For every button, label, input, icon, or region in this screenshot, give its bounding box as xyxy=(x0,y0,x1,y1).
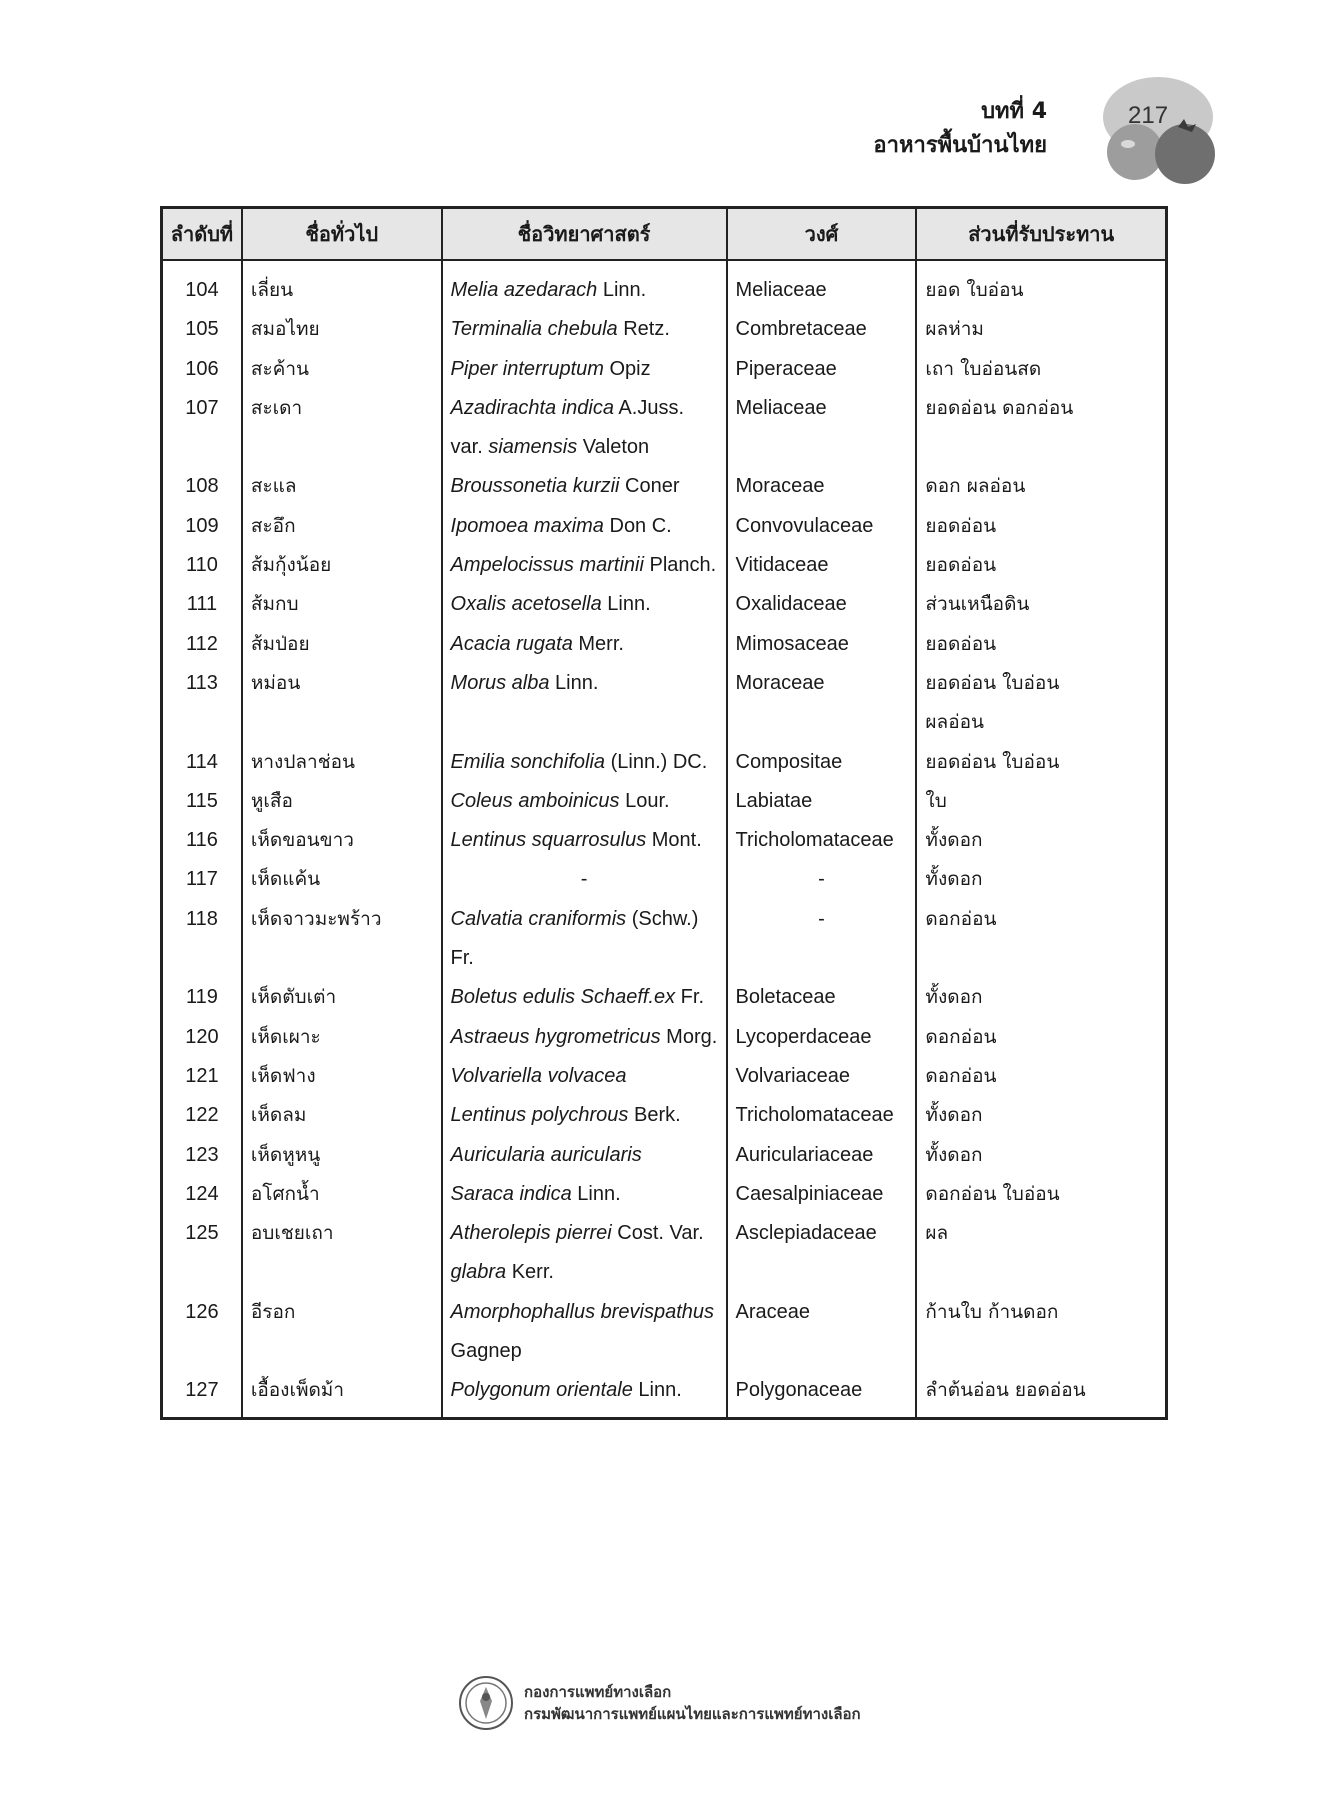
scientific-italic: Lentinus polychrous xyxy=(450,1104,629,1127)
scientific-author: Linn. xyxy=(601,593,651,616)
common-name xyxy=(242,939,442,978)
chapter-label: บทที่ 4 xyxy=(981,99,1047,124)
scientific-name xyxy=(442,1253,727,1292)
edible-part: ใบ xyxy=(916,782,1166,821)
table-row xyxy=(162,743,1167,782)
row-number: 115 xyxy=(162,782,242,821)
row-number xyxy=(162,1253,242,1292)
table-row xyxy=(162,467,1167,506)
edible-part: ทั้งดอก xyxy=(916,860,1166,899)
row-number: 117 xyxy=(162,860,242,899)
scientific-italic: Broussonetia kurzii xyxy=(450,475,620,498)
family-name: Labiatae xyxy=(727,782,917,821)
family-name: Moraceae xyxy=(727,664,917,703)
scientific-author: Valeton xyxy=(577,436,650,459)
row-number: 121 xyxy=(162,1057,242,1096)
scientific-italic-variety: siamensis xyxy=(488,436,578,459)
scientific-name xyxy=(442,900,727,939)
common-name: อโศกน้ำ xyxy=(242,1175,442,1214)
edible-part: เถา ใบอ่อนสด xyxy=(916,350,1166,389)
scientific-author: Retz. xyxy=(617,318,670,341)
table-row xyxy=(162,585,1167,624)
common-name xyxy=(242,1332,442,1371)
row-number: 124 xyxy=(162,1175,242,1214)
row-number: 106 xyxy=(162,350,242,389)
family-name xyxy=(727,703,917,742)
scientific-name xyxy=(442,1096,727,1135)
table-row xyxy=(162,1096,1167,1135)
scientific-italic: Amorphophallus brevispathus xyxy=(450,1300,715,1323)
scientific-name xyxy=(442,389,727,428)
table-body xyxy=(162,260,1167,1418)
row-number: 125 xyxy=(162,1214,242,1253)
scientific-author: - xyxy=(580,868,588,891)
scientific-author: Fr. xyxy=(450,947,474,970)
family-name: Boletaceae xyxy=(727,978,917,1017)
scientific-author: Lour. xyxy=(619,789,670,812)
edible-part: ยอดอ่อน ดอกอ่อน xyxy=(916,389,1166,428)
edible-part: ดอก ผลอ่อน xyxy=(916,467,1166,506)
scientific-author: Linn. xyxy=(549,671,599,694)
scientific-italic: Volvariella volvacea xyxy=(450,1064,627,1087)
scientific-italic: Acacia rugata xyxy=(450,632,573,655)
table-row xyxy=(162,350,1167,389)
scientific-name xyxy=(442,782,727,821)
family-name: Polygonaceae xyxy=(727,1371,917,1418)
scientific-author: Morg. xyxy=(660,1025,718,1048)
scientific-author: Fr. xyxy=(675,986,705,1009)
common-name: เลี่ยน xyxy=(242,260,442,310)
table-row xyxy=(162,900,1167,939)
department-seal-icon xyxy=(458,1675,514,1731)
common-name: สมอไทย xyxy=(242,310,442,349)
edible-part: ผลห่าม xyxy=(916,310,1166,349)
scientific-author: (Schw.) xyxy=(626,907,699,930)
table-row xyxy=(162,428,1167,467)
scientific-name xyxy=(442,467,727,506)
table-row xyxy=(162,1136,1167,1175)
family-name xyxy=(727,1332,917,1371)
scientific-name xyxy=(442,1018,727,1057)
row-number: 116 xyxy=(162,821,242,860)
scientific-name xyxy=(442,428,727,467)
scientific-author: Linn. xyxy=(632,1379,682,1402)
scientific-name xyxy=(442,310,727,349)
common-name: สะแล xyxy=(242,467,442,506)
edible-part: ทั้งดอก xyxy=(916,1136,1166,1175)
table-row xyxy=(162,860,1167,899)
scientific-italic: Lentinus squarrosulus xyxy=(450,829,647,852)
scientific-author: Linn. xyxy=(571,1182,621,1205)
scientific-name xyxy=(442,1136,727,1175)
row-number xyxy=(162,428,242,467)
row-number: 105 xyxy=(162,310,242,349)
row-number: 126 xyxy=(162,1293,242,1332)
table-row xyxy=(162,389,1167,428)
family-name: - xyxy=(727,860,917,899)
table-row xyxy=(162,1175,1167,1214)
row-number: 120 xyxy=(162,1018,242,1057)
row-number xyxy=(162,939,242,978)
scientific-author: Berk. xyxy=(628,1104,681,1127)
table-row xyxy=(162,978,1167,1017)
family-name: Piperaceae xyxy=(727,350,917,389)
scientific-italic: Polygonum orientale xyxy=(450,1379,633,1402)
scientific-italic: Atherolepis pierrei xyxy=(450,1222,612,1245)
row-number: 127 xyxy=(162,1371,242,1418)
chapter-subtitle: อาหารพื้นบ้านไทย xyxy=(873,133,1047,158)
footer-line-1: กองการแพทย์ทางเลือก xyxy=(524,1683,672,1701)
row-number xyxy=(162,703,242,742)
row-number: 113 xyxy=(162,664,242,703)
row-number: 119 xyxy=(162,978,242,1017)
common-name: อีรอก xyxy=(242,1293,442,1332)
scientific-italic: Astraeus hygrometricus xyxy=(450,1025,661,1048)
scientific-name xyxy=(442,664,727,703)
table-row xyxy=(162,1253,1167,1292)
scientific-author: Don C. xyxy=(603,514,672,537)
family-name: - xyxy=(727,900,917,939)
scientific-name xyxy=(442,260,727,310)
plant-table xyxy=(160,206,1168,1420)
scientific-italic: Coleus amboinicus xyxy=(450,789,620,812)
common-name: เห็ดตับเต่า xyxy=(242,978,442,1017)
scientific-author: Mont. xyxy=(646,829,702,852)
common-name: อบเชยเถา xyxy=(242,1214,442,1253)
family-name: Convovulaceae xyxy=(727,507,917,546)
scientific-italic: Morus alba xyxy=(450,671,550,694)
edible-part: ดอกอ่อน xyxy=(916,1057,1166,1096)
scientific-name xyxy=(442,860,727,899)
table-row xyxy=(162,664,1167,703)
table-row xyxy=(162,1057,1167,1096)
scientific-italic: Boletus edulis Schaeff.ex xyxy=(450,986,676,1009)
scientific-author: Coner xyxy=(619,475,680,498)
edible-part xyxy=(916,1332,1166,1371)
scientific-author: (Linn.) DC. xyxy=(605,750,708,773)
family-name: Meliaceae xyxy=(727,260,917,310)
edible-part xyxy=(916,1253,1166,1292)
scientific-author: A.Juss. xyxy=(613,396,684,419)
family-name xyxy=(727,939,917,978)
scientific-author: Kerr. xyxy=(506,1261,554,1284)
scientific-name xyxy=(442,821,727,860)
row-number: 110 xyxy=(162,546,242,585)
col-header-common: ชื่อทั่วไป xyxy=(242,208,442,261)
page-number: 217 xyxy=(1128,102,1169,129)
edible-part: ก้านใบ ก้านดอก xyxy=(916,1293,1166,1332)
scientific-author: Opiz xyxy=(603,357,651,380)
scientific-italic: Oxalis acetosella xyxy=(450,593,602,616)
row-number: 123 xyxy=(162,1136,242,1175)
common-name xyxy=(242,703,442,742)
table-row xyxy=(162,1293,1167,1332)
scientific-name xyxy=(442,1175,727,1214)
scientific-italic: glabra xyxy=(450,1261,507,1284)
row-number: 118 xyxy=(162,900,242,939)
scientific-italic: Saraca indica xyxy=(450,1182,572,1205)
common-name: สะเดา xyxy=(242,389,442,428)
scientific-name xyxy=(442,743,727,782)
edible-part: ยอดอ่อน xyxy=(916,546,1166,585)
common-name: ส้มกุ้งน้อย xyxy=(242,546,442,585)
edible-part: ผลอ่อน xyxy=(916,703,1166,742)
family-name: Tricholomataceae xyxy=(727,1096,917,1135)
edible-part: ทั้งดอก xyxy=(916,978,1166,1017)
table-row xyxy=(162,1332,1167,1371)
scientific-author: Planch. xyxy=(643,554,717,577)
edible-part: ส่วนเหนือดิน xyxy=(916,585,1166,624)
scientific-name xyxy=(442,703,727,742)
scientific-italic: Terminalia chebula xyxy=(450,318,618,341)
table-row xyxy=(162,1371,1167,1418)
edible-part: ดอกอ่อน xyxy=(916,1018,1166,1057)
family-name xyxy=(727,428,917,467)
row-number: 109 xyxy=(162,507,242,546)
common-name: สะอึก xyxy=(242,507,442,546)
common-name: สะค้าน xyxy=(242,350,442,389)
table-header-row xyxy=(162,208,1167,261)
table-row xyxy=(162,1214,1167,1253)
common-name: หางปลาช่อน xyxy=(242,743,442,782)
scientific-author: Merr. xyxy=(572,632,624,655)
edible-part: ลำต้นอ่อน ยอดอ่อน xyxy=(916,1371,1166,1418)
table-row xyxy=(162,782,1167,821)
family-name: Vitidaceae xyxy=(727,546,917,585)
family-name: Araceae xyxy=(727,1293,917,1332)
scientific-name xyxy=(442,939,727,978)
scientific-name xyxy=(442,350,727,389)
scientific-name xyxy=(442,546,727,585)
edible-part: ยอด ใบอ่อน xyxy=(916,260,1166,310)
common-name xyxy=(242,428,442,467)
table-row xyxy=(162,507,1167,546)
scientific-italic: Emilia sonchifolia xyxy=(450,750,606,773)
family-name: Asclepiadaceae xyxy=(727,1214,917,1253)
family-name: Volvariaceae xyxy=(727,1057,917,1096)
scientific-name xyxy=(442,1371,727,1418)
edible-part: ยอดอ่อน xyxy=(916,507,1166,546)
edible-part: ยอดอ่อน ใบอ่อน xyxy=(916,743,1166,782)
col-header-part: ส่วนที่รับประทาน xyxy=(916,208,1166,261)
table-row xyxy=(162,310,1167,349)
table-row xyxy=(162,821,1167,860)
scientific-italic: Ipomoea maxima xyxy=(450,514,604,537)
table-row xyxy=(162,939,1167,978)
common-name: เห็ดหูหนู xyxy=(242,1136,442,1175)
row-number: 111 xyxy=(162,585,242,624)
scientific-name xyxy=(442,507,727,546)
col-header-scientific: ชื่อวิทยาศาสตร์ xyxy=(442,208,727,261)
scientific-name xyxy=(442,625,727,664)
scientific-italic: Piper interruptum xyxy=(450,357,604,380)
row-number: 112 xyxy=(162,625,242,664)
common-name: ส้มกบ xyxy=(242,585,442,624)
edible-part xyxy=(916,939,1166,978)
scientific-name xyxy=(442,978,727,1017)
common-name: เห็ดเผาะ xyxy=(242,1018,442,1057)
edible-part: ทั้งดอก xyxy=(916,821,1166,860)
edible-part: ดอกอ่อน ใบอ่อน xyxy=(916,1175,1166,1214)
row-number: 122 xyxy=(162,1096,242,1135)
common-name: เห็ดแค้น xyxy=(242,860,442,899)
family-name: Compositae xyxy=(727,743,917,782)
scientific-name xyxy=(442,1293,727,1332)
family-name: Caesalpiniaceae xyxy=(727,1175,917,1214)
footer-line-2: กรมพัฒนาการแพทย์แผนไทยและการแพทย์ทางเลือก xyxy=(524,1705,861,1723)
scientific-name xyxy=(442,1214,727,1253)
table-row xyxy=(162,546,1167,585)
family-name xyxy=(727,1253,917,1292)
edible-part: ยอดอ่อน xyxy=(916,625,1166,664)
family-name: Oxalidaceae xyxy=(727,585,917,624)
scientific-author: Cost. Var. xyxy=(611,1222,704,1245)
row-number: 108 xyxy=(162,467,242,506)
common-name xyxy=(242,1253,442,1292)
scientific-prefix: var. xyxy=(450,436,489,459)
edible-part: ทั้งดอก xyxy=(916,1096,1166,1135)
page-header xyxy=(873,95,1047,163)
scientific-italic: Ampelocissus martinii xyxy=(450,554,644,577)
edible-part: ยอดอ่อน ใบอ่อน xyxy=(916,664,1166,703)
common-name: เห็ดฟาง xyxy=(242,1057,442,1096)
common-name: เอื้องเพ็ดม้า xyxy=(242,1371,442,1418)
scientific-name xyxy=(442,585,727,624)
footer xyxy=(458,1675,861,1731)
family-name: Auriculariaceae xyxy=(727,1136,917,1175)
table-row xyxy=(162,625,1167,664)
family-name: Combretaceae xyxy=(727,310,917,349)
common-name: หูเสือ xyxy=(242,782,442,821)
col-header-no: ลำดับที่ xyxy=(162,208,242,261)
row-number xyxy=(162,1332,242,1371)
common-name: หม่อน xyxy=(242,664,442,703)
edible-part: ผล xyxy=(916,1214,1166,1253)
table-row xyxy=(162,703,1167,742)
table-row xyxy=(162,260,1167,310)
col-header-family: วงศ์ xyxy=(727,208,917,261)
scientific-italic: Auricularia auricularis xyxy=(450,1143,642,1166)
edible-part: ดอกอ่อน xyxy=(916,900,1166,939)
common-name: ส้มป่อย xyxy=(242,625,442,664)
family-name: Mimosaceae xyxy=(727,625,917,664)
family-name: Moraceae xyxy=(727,467,917,506)
scientific-author: Gagnep xyxy=(450,1340,522,1363)
family-name: Meliaceae xyxy=(727,389,917,428)
scientific-author: Linn. xyxy=(597,279,647,301)
family-name: Lycoperdaceae xyxy=(727,1018,917,1057)
family-name: Tricholomataceae xyxy=(727,821,917,860)
scientific-italic: Calvatia craniformis xyxy=(450,907,627,930)
table-row xyxy=(162,1018,1167,1057)
scientific-italic: Azadirachta indica xyxy=(450,396,614,419)
common-name: เห็ดขอนขาว xyxy=(242,821,442,860)
scientific-name xyxy=(442,1332,727,1371)
row-number: 107 xyxy=(162,389,242,428)
tomato-decoration-icon xyxy=(1090,72,1220,192)
row-number: 114 xyxy=(162,743,242,782)
common-name: เห็ดจาวมะพร้าว xyxy=(242,900,442,939)
common-name: เห็ดลม xyxy=(242,1096,442,1135)
row-number: 104 xyxy=(162,260,242,310)
edible-part xyxy=(916,428,1166,467)
scientific-name xyxy=(442,1057,727,1096)
scientific-italic: Melia azedarach xyxy=(450,279,598,301)
